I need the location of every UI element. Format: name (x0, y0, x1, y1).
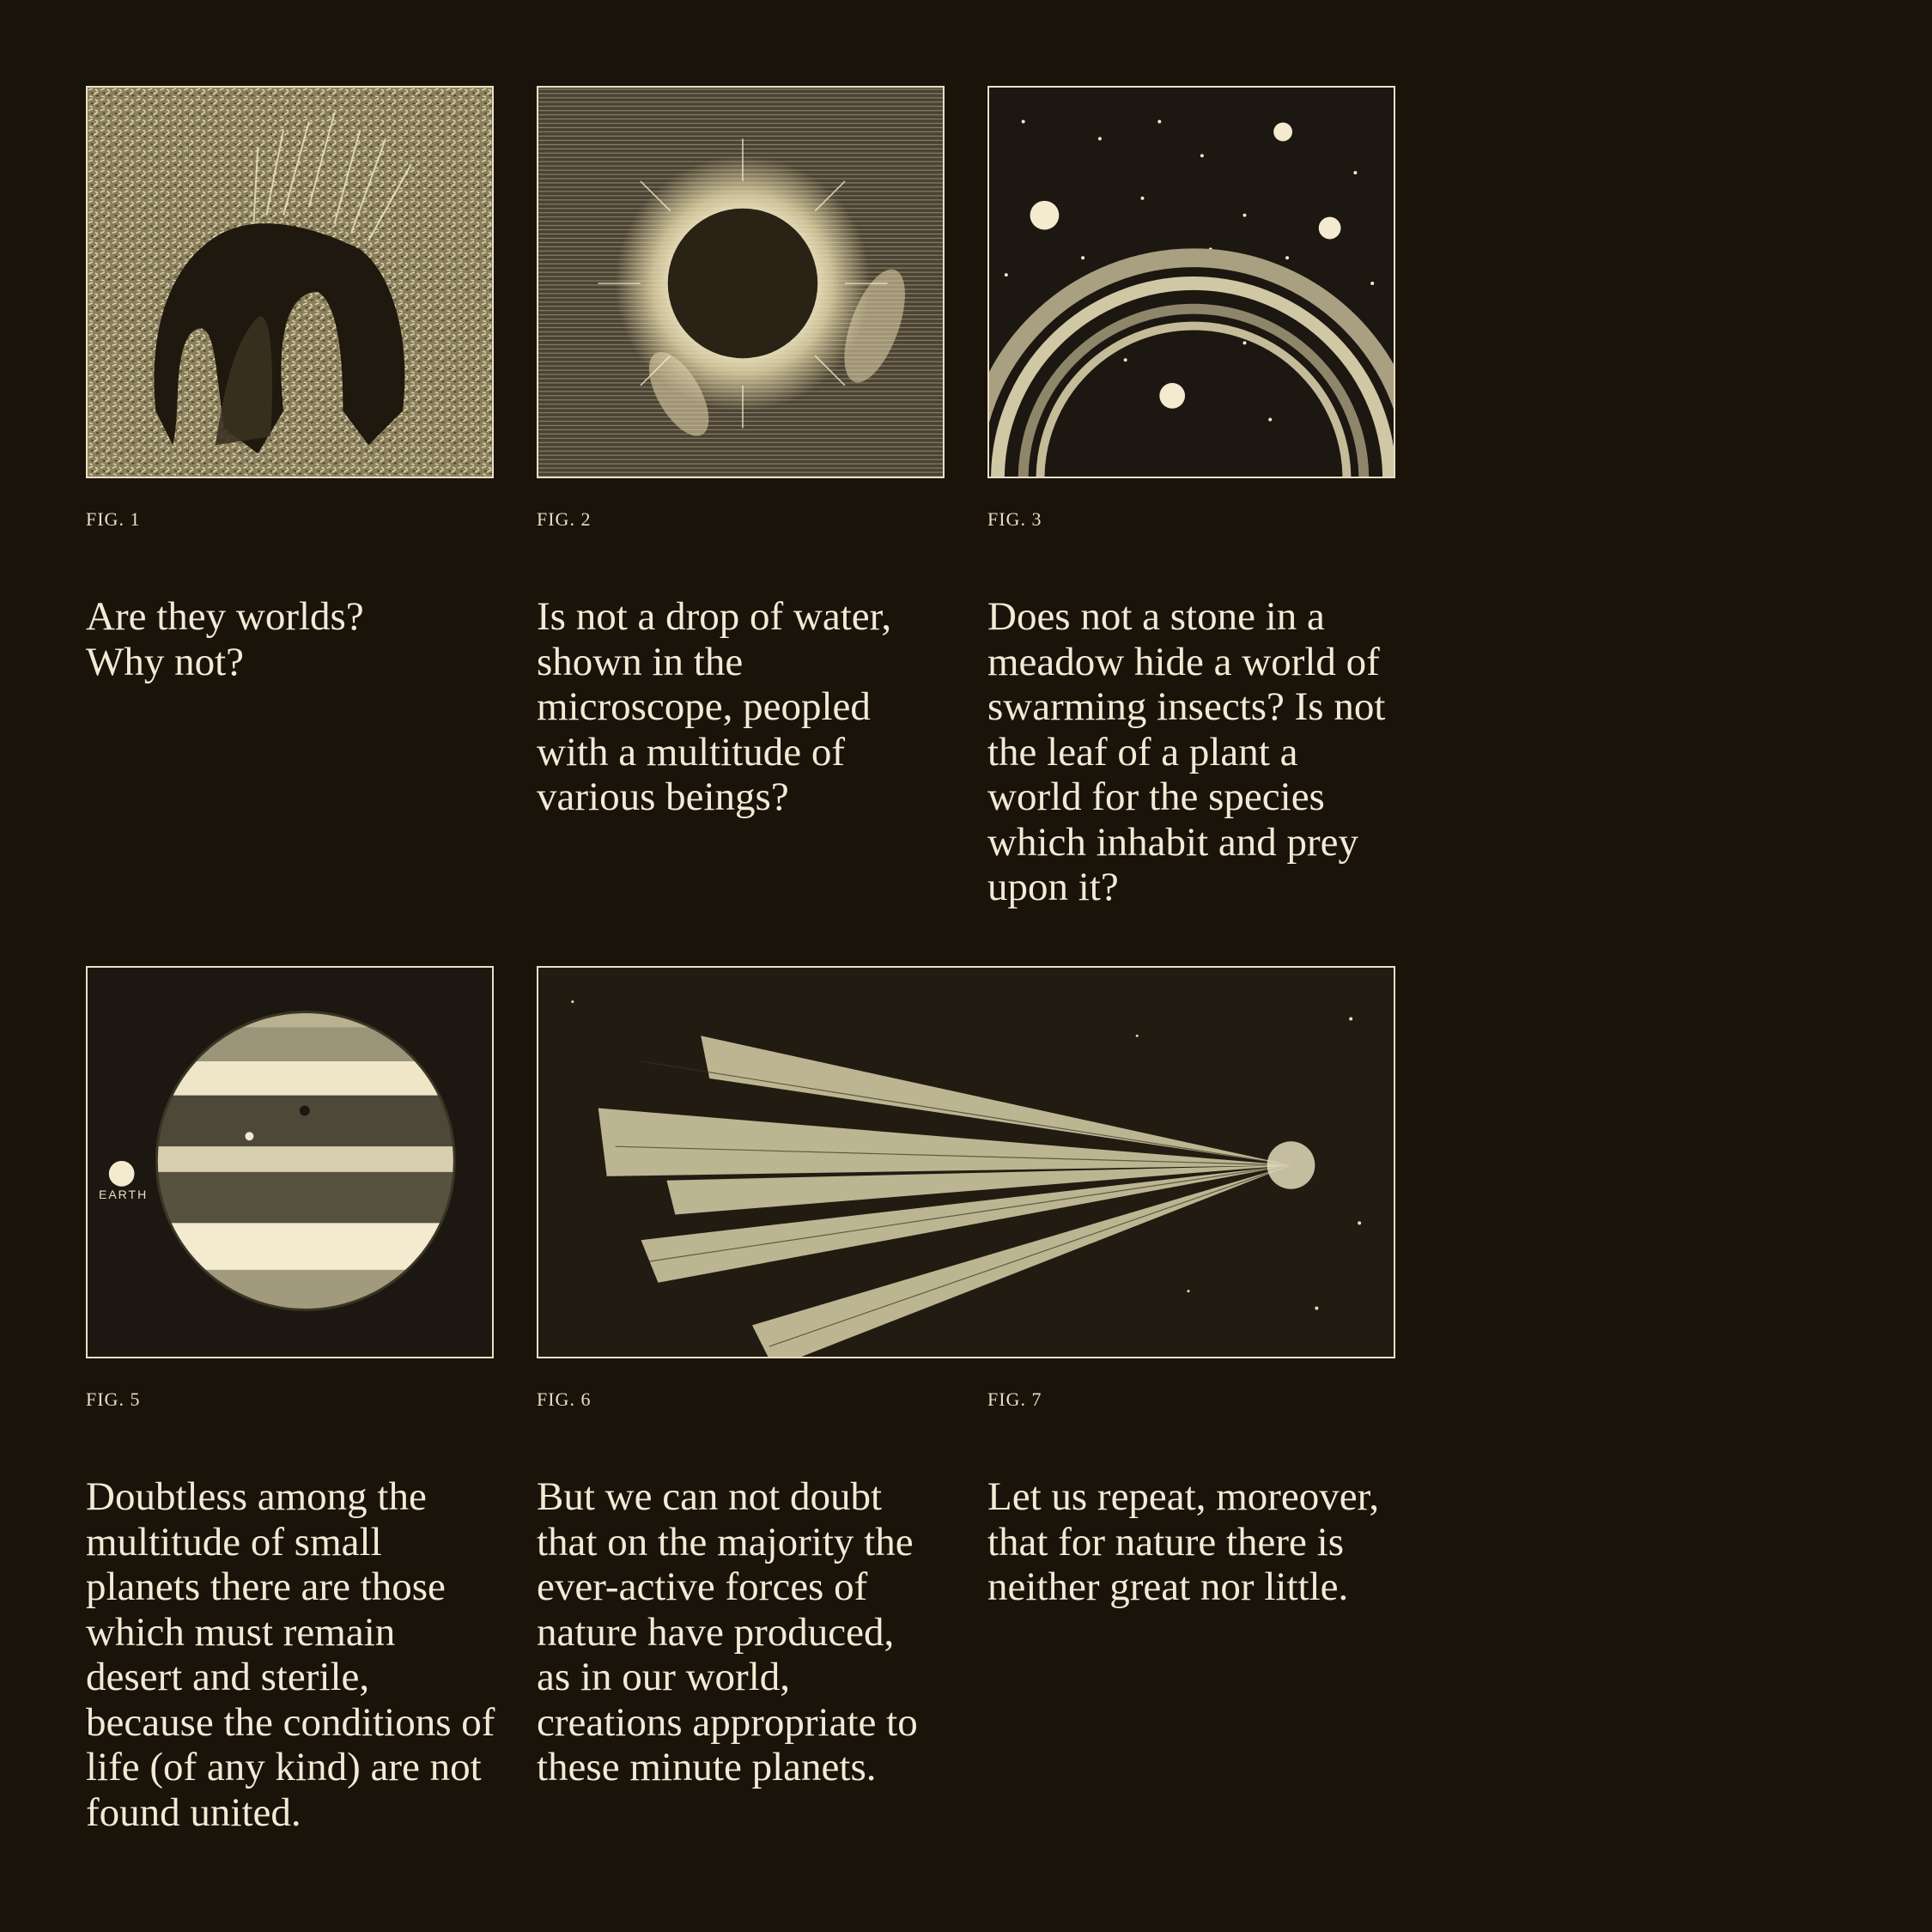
fig2-text: Is not a drop of water, shown in the microscope, peopled with a multitude of various beings? (537, 594, 892, 819)
fig2-eclipse-illustration (537, 86, 945, 478)
fig1-sunspot-illustration (86, 86, 494, 478)
earth-label: EARTH (99, 1188, 149, 1201)
fig7-caption: FIG. 7 (987, 1388, 1042, 1410)
fig5-jupiter-illustration (86, 966, 494, 1358)
fig3-ringed-planet-illustration (987, 86, 1395, 478)
fig6-caption: FIG. 6 (537, 1388, 592, 1410)
fig1-caption: FIG. 1 (86, 508, 141, 530)
fig3-caption: FIG. 3 (987, 508, 1042, 530)
fig5-caption: FIG. 5 (86, 1388, 141, 1410)
fig5-text: Doubtless among the multitude of small planets there are those which must remain desert and sterile, because the conditions of life (of any kind) are not found united. (86, 1474, 495, 1835)
fig6-text: But we can not doubt that on the majority the ever-active forces of nature have produced, as in our world, creations appropriate to these minute planets. (537, 1474, 918, 1789)
fig7-text: Let us repeat, moreover, that for nature there is neither great nor little. (987, 1474, 1380, 1609)
fig6-comet-illustration (537, 966, 1395, 1358)
fig2-caption: FIG. 2 (537, 508, 592, 530)
fig3-text: Does not a stone in a meadow hide a world of swarming insects? Is not the leaf of a plant a world for the species which inhabit and prey upon it? (987, 594, 1386, 909)
fig1-text: Are they worlds? Why not? (86, 594, 364, 684)
